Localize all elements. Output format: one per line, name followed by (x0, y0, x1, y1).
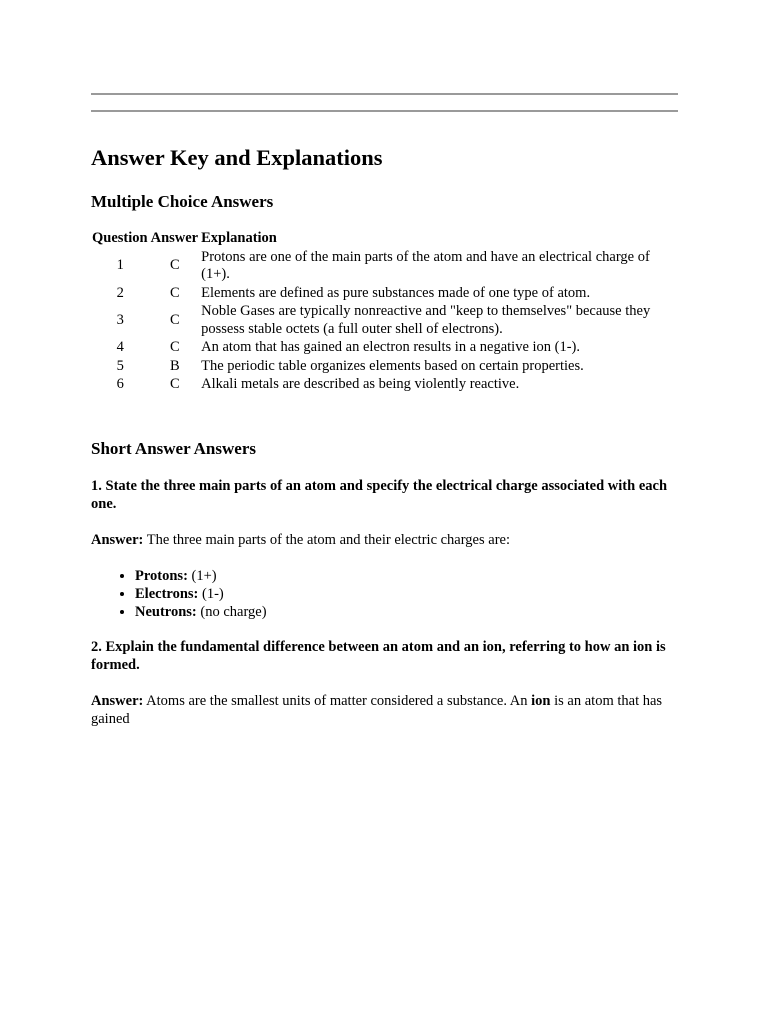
answer-letter: C (170, 257, 180, 274)
answer-label: Answer: (91, 693, 144, 709)
table-row (91, 376, 672, 395)
table-row (91, 303, 672, 339)
answer-letter: C (170, 339, 180, 355)
answer-text: The three main parts of the atom and their electric charges are: (143, 532, 510, 548)
explanation: Alkali metals are described as being violently reactive. (201, 376, 520, 392)
second-divider (91, 110, 678, 112)
answer-label: Answer: (91, 532, 144, 548)
explanation: The periodic table organizes elements based on certain properties. (201, 357, 584, 374)
table-row (91, 285, 672, 304)
table-row (91, 339, 672, 358)
question-number: 6 (116, 376, 124, 392)
answer-text-continued: is an atom that has gained (91, 693, 663, 727)
list-item-label: Neutrons: (135, 604, 197, 620)
short-answer-answer-1 (91, 531, 678, 549)
short-answer-question-2: 2. Explain the fundamental difference between an atom and an ion, referring to how an ion is formed. (91, 639, 666, 673)
ion-term: ion (531, 693, 551, 709)
list-item-text: (1+) (187, 568, 217, 584)
table-row (91, 249, 672, 285)
explanation: Protons are one of the main parts of the atom and have an electrical charge of (1+). (201, 248, 650, 282)
multiple-choice-heading: Multiple Choice Answers (91, 192, 274, 211)
list-item-label: Protons: (135, 568, 188, 584)
question-number: 3 (116, 311, 124, 328)
answer-letter: C (170, 376, 180, 392)
list-item (135, 585, 267, 603)
column-header-answer: Answer (150, 230, 199, 246)
explanation: An atom that has gained an electron results in a negative ion (1-). (201, 339, 581, 355)
answer-letter: C (170, 311, 180, 328)
top-divider (91, 93, 678, 95)
list-item-text: (no charge) (196, 604, 267, 620)
answer-table (91, 230, 672, 395)
question-number: 2 (116, 284, 124, 301)
answer-text: Atoms are the smallest units of matter considered a substance. An (143, 693, 532, 709)
atom-parts-list (91, 567, 267, 621)
column-header-explanation: Explanation (201, 230, 277, 246)
answer-letter: C (170, 284, 180, 301)
question-number: 4 (116, 339, 124, 355)
list-item-text: (1-) (198, 586, 224, 602)
question-number: 5 (116, 357, 124, 374)
table-header-row (91, 230, 672, 249)
list-item (135, 567, 267, 585)
page-title: Answer Key and Explanations (91, 145, 383, 170)
question-number: 1 (116, 257, 124, 274)
table-row (91, 358, 672, 377)
list-item-label: Electrons: (135, 586, 199, 602)
short-answer-question-1: 1. State the three main parts of an atom and specify the electrical charge associated with each one. (91, 478, 668, 512)
short-answer-heading: Short Answer Answers (91, 439, 256, 458)
explanation: Elements are defined as pure substances made of one type of atom. (201, 284, 591, 301)
list-item (135, 603, 267, 621)
short-answer-answer-2 (91, 692, 678, 728)
answer-letter: B (170, 357, 180, 374)
column-header-question: Question (92, 230, 148, 246)
explanation: Noble Gases are typically nonreactive and "keep to themselves" because they possess stable octets (a full outer shell of electrons). (201, 303, 651, 337)
